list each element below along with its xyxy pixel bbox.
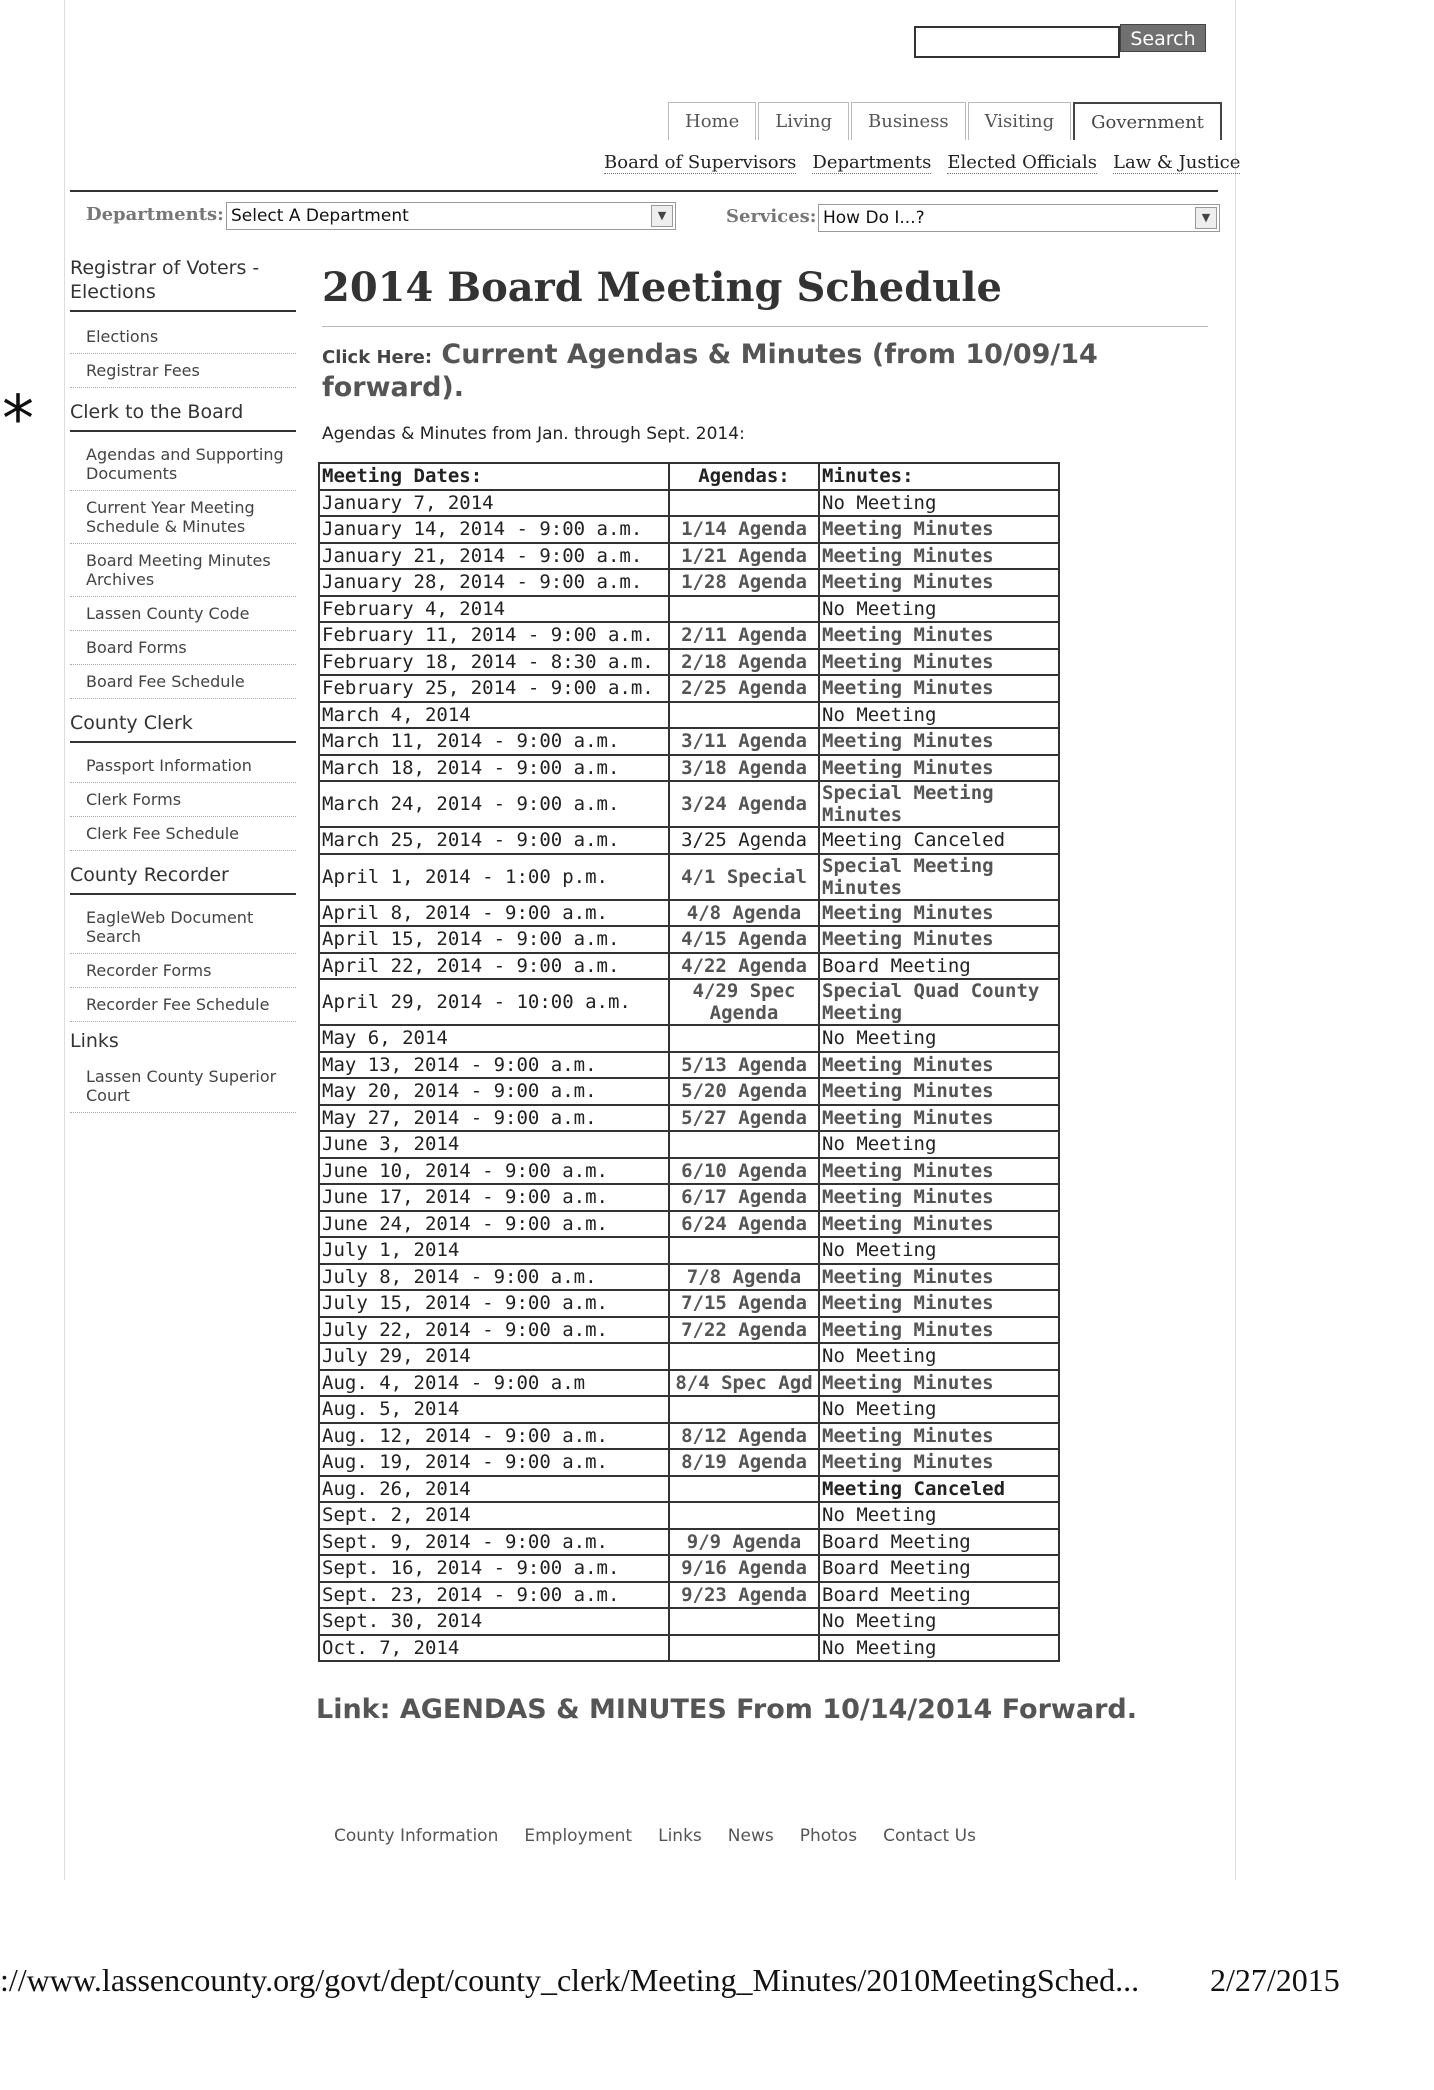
meeting-date-cell: July 8, 2014 - 9:00 a.m. (319, 1264, 669, 1291)
departments-select-value: Select A Department (231, 206, 409, 226)
header-minutes: Minutes: (819, 463, 1059, 490)
meeting-date-cell: May 6, 2014 (319, 1025, 669, 1052)
table-row (319, 728, 1059, 755)
minutes-link[interactable]: Meeting Minutes (819, 1423, 1059, 1450)
sidebar-item-eagleweb[interactable]: EagleWeb Document Search (70, 901, 296, 954)
agenda-link[interactable]: 9/23 Agenda (669, 1582, 819, 1609)
sidebar-item-county-code[interactable]: Lassen County Code (70, 597, 296, 631)
meeting-date-cell: Sept. 9, 2014 - 9:00 a.m. (319, 1529, 669, 1556)
meeting-date-cell: April 1, 2014 - 1:00 p.m. (319, 854, 669, 900)
minutes-link: No Meeting (819, 702, 1059, 729)
meeting-date-cell: March 18, 2014 - 9:00 a.m. (319, 755, 669, 782)
meeting-date-cell: March 24, 2014 - 9:00 a.m. (319, 781, 669, 827)
title-divider (322, 326, 1208, 327)
sidebar-item-minutes-archives[interactable]: Board Meeting Minutes Archives (70, 544, 296, 597)
minutes-link[interactable]: Meeting Minutes (819, 728, 1059, 755)
table-row (319, 1635, 1059, 1662)
sidebar-item-passport[interactable]: Passport Information (70, 749, 296, 783)
minutes-link[interactable]: Meeting Minutes (819, 516, 1059, 543)
header-meeting-dates: Meeting Dates: (319, 463, 669, 490)
table-row (319, 649, 1059, 676)
agenda-link[interactable]: 1/28 Agenda (669, 569, 819, 596)
table-row (319, 675, 1059, 702)
minutes-link[interactable]: Meeting Minutes (819, 926, 1059, 953)
tab-visiting[interactable]: Visiting (968, 102, 1072, 140)
minutes-link[interactable]: Meeting Minutes (819, 1052, 1059, 1079)
sidebar-item-clerk-forms[interactable]: Clerk Forms (70, 783, 296, 817)
minutes-link[interactable]: Meeting Minutes (819, 1078, 1059, 1105)
meeting-date-cell: Aug. 19, 2014 - 9:00 a.m. (319, 1449, 669, 1476)
schedule-rows (319, 490, 1059, 1662)
table-row (319, 702, 1059, 729)
sidebar-head-registrar[interactable]: Registrar of Voters - Elections (70, 250, 296, 312)
search-button[interactable]: Search (1120, 24, 1206, 52)
table-row (319, 1052, 1059, 1079)
minutes-link[interactable]: Special Meeting Minutes (819, 781, 1059, 827)
table-row (319, 1529, 1059, 1556)
agenda-link[interactable]: 9/16 Agenda (669, 1555, 819, 1582)
tab-home[interactable]: Home (668, 102, 756, 140)
tab-business[interactable]: Business (851, 102, 966, 140)
meeting-date-cell: February 4, 2014 (319, 596, 669, 623)
table-row (319, 569, 1059, 596)
header-divider (70, 190, 1218, 192)
table-row (319, 1476, 1059, 1503)
sidebar-item-current-schedule[interactable]: Current Year Meeting Schedule & Minutes (70, 491, 296, 544)
meeting-date-cell: Sept. 23, 2014 - 9:00 a.m. (319, 1582, 669, 1609)
sidebar-item-superior-court[interactable]: Lassen County Superior Court (70, 1060, 296, 1113)
table-row (319, 490, 1059, 517)
footer-photos[interactable]: Photos (799, 1826, 858, 1846)
table-row (319, 1237, 1059, 1264)
table-row (319, 622, 1059, 649)
minutes-link[interactable]: Meeting Minutes (819, 569, 1059, 596)
meeting-date-cell: February 25, 2014 - 9:00 a.m. (319, 675, 669, 702)
subnav-law-justice[interactable]: Law & Justice (1113, 152, 1241, 173)
table-row (319, 854, 1059, 900)
agenda-link[interactable]: 7/22 Agenda (669, 1317, 819, 1344)
agenda-link[interactable]: 7/8 Agenda (669, 1264, 819, 1291)
agenda-link (669, 596, 819, 623)
meeting-date-cell: Sept. 16, 2014 - 9:00 a.m. (319, 1555, 669, 1582)
departments-label: Departments: (86, 204, 224, 225)
minutes-link: Board Meeting (819, 953, 1059, 980)
agenda-link[interactable]: 4/29 Spec Agenda (669, 979, 819, 1025)
click-here-label: Click Here: (322, 347, 433, 368)
minutes-link: Board Meeting (819, 1529, 1059, 1556)
table-row (319, 1290, 1059, 1317)
table-row (319, 900, 1059, 927)
meeting-date-cell: January 28, 2014 - 9:00 a.m. (319, 569, 669, 596)
table-row (319, 1396, 1059, 1423)
agenda-link[interactable]: 8/4 Spec Agd (669, 1370, 819, 1397)
meeting-date-cell: January 14, 2014 - 9:00 a.m. (319, 516, 669, 543)
sidebar-item-board-fee-schedule[interactable]: Board Fee Schedule (70, 665, 296, 699)
minutes-link[interactable]: Meeting Minutes (819, 649, 1059, 676)
table-row (319, 1555, 1059, 1582)
agenda-link[interactable]: 4/8 Agenda (669, 900, 819, 927)
agenda-link[interactable]: 6/10 Agenda (669, 1158, 819, 1185)
minutes-link[interactable]: Special Quad County Meeting (819, 979, 1059, 1025)
agenda-link[interactable]: 9/9 Agenda (669, 1529, 819, 1556)
minutes-link[interactable]: Meeting Minutes (819, 1290, 1059, 1317)
table-row (319, 755, 1059, 782)
sidebar-head-recorder[interactable]: County Recorder (70, 857, 296, 895)
table-row (319, 1343, 1059, 1370)
meeting-date-cell: June 10, 2014 - 9:00 a.m. (319, 1158, 669, 1185)
agenda-link[interactable]: 3/24 Agenda (669, 781, 819, 827)
table-row (319, 1502, 1059, 1529)
meeting-date-cell: Aug. 12, 2014 - 9:00 a.m. (319, 1423, 669, 1450)
sidebar-item-agendas[interactable]: Agendas and Supporting Documents (70, 438, 296, 491)
search-input[interactable] (914, 26, 1120, 58)
current-agendas-link-block (322, 340, 1182, 403)
sidebar-item-board-forms[interactable]: Board Forms (70, 631, 296, 665)
footer-county-information[interactable]: County Information (334, 1826, 499, 1846)
services-select[interactable] (818, 204, 1220, 232)
table-row (319, 827, 1059, 854)
meeting-date-cell: July 22, 2014 - 9:00 a.m. (319, 1317, 669, 1344)
sidebar-item-elections[interactable]: Elections (70, 320, 296, 354)
minutes-link: No Meeting (819, 1131, 1059, 1158)
agenda-link[interactable]: 1/14 Agenda (669, 516, 819, 543)
meeting-date-cell: July 1, 2014 (319, 1237, 669, 1264)
agenda-link[interactable]: 3/11 Agenda (669, 728, 819, 755)
page-title: 2014 Board Meeting Schedule (322, 264, 1002, 311)
agenda-link[interactable]: 1/21 Agenda (669, 543, 819, 570)
minutes-link[interactable]: Meeting Minutes (819, 1264, 1059, 1291)
meeting-date-cell: April 29, 2014 - 10:00 a.m. (319, 979, 669, 1025)
minutes-link: No Meeting (819, 1396, 1059, 1423)
agenda-link (669, 1635, 819, 1662)
meeting-date-cell: Aug. 4, 2014 - 9:00 a.m (319, 1370, 669, 1397)
table-row (319, 1449, 1059, 1476)
agenda-link[interactable]: 6/17 Agenda (669, 1184, 819, 1211)
minutes-link: No Meeting (819, 1025, 1059, 1052)
table-row (319, 1158, 1059, 1185)
meeting-schedule-table (318, 462, 1060, 1662)
meeting-date-cell: July 15, 2014 - 9:00 a.m. (319, 1290, 669, 1317)
table-row (319, 1131, 1059, 1158)
minutes-link: Meeting Canceled (819, 827, 1059, 854)
agenda-link[interactable]: 5/27 Agenda (669, 1105, 819, 1132)
meeting-date-cell: Aug. 5, 2014 (319, 1396, 669, 1423)
minutes-link[interactable]: Meeting Minutes (819, 1317, 1059, 1344)
table-row (319, 596, 1059, 623)
meeting-date-cell: June 17, 2014 - 9:00 a.m. (319, 1184, 669, 1211)
page-border-right (1235, 0, 1236, 1880)
agenda-link[interactable]: 5/20 Agenda (669, 1078, 819, 1105)
agenda-link (669, 1237, 819, 1264)
minutes-link[interactable]: Meeting Minutes (819, 1105, 1059, 1132)
table-row (319, 1608, 1059, 1635)
minutes-link[interactable]: Meeting Minutes (819, 755, 1059, 782)
minutes-link[interactable]: Meeting Minutes (819, 900, 1059, 927)
agenda-link[interactable]: 5/13 Agenda (669, 1052, 819, 1079)
page-border-left (64, 0, 65, 1880)
table-row (319, 1184, 1059, 1211)
services-label: Services: (726, 206, 817, 227)
footer-contact-us[interactable]: Contact Us (883, 1826, 976, 1846)
subnav-board-of-supervisors[interactable]: Board of Supervisors (604, 152, 797, 173)
meeting-date-cell: May 27, 2014 - 9:00 a.m. (319, 1105, 669, 1132)
sub-navigation (604, 152, 1240, 174)
minutes-link[interactable]: Meeting Minutes (819, 1184, 1059, 1211)
agenda-link[interactable]: 4/15 Agenda (669, 926, 819, 953)
table-intro: Agendas & Minutes from Jan. through Sept. 2014: (322, 424, 745, 444)
minutes-link[interactable]: Meeting Minutes (819, 675, 1059, 702)
departments-select[interactable] (226, 202, 676, 230)
meeting-date-cell: May 20, 2014 - 9:00 a.m. (319, 1078, 669, 1105)
subnav-departments[interactable]: Departments (812, 152, 932, 173)
agenda-link (669, 1131, 819, 1158)
tab-government[interactable]: Government (1073, 102, 1222, 140)
meeting-date-cell: March 11, 2014 - 9:00 a.m. (319, 728, 669, 755)
table-row (319, 1025, 1059, 1052)
chevron-down-icon[interactable]: ▼ (1195, 207, 1217, 229)
agenda-link[interactable]: 2/18 Agenda (669, 649, 819, 676)
agenda-link[interactable]: 2/25 Agenda (669, 675, 819, 702)
agenda-link[interactable]: 4/1 Special (669, 854, 819, 900)
agenda-link (669, 490, 819, 517)
sidebar-head-clerk-board[interactable]: Clerk to the Board (70, 394, 296, 432)
header-agendas: Agendas: (669, 463, 819, 490)
agenda-link[interactable]: 8/19 Agenda (669, 1449, 819, 1476)
minutes-link: Meeting Canceled (819, 1476, 1059, 1503)
meeting-date-cell: February 18, 2014 - 8:30 a.m. (319, 649, 669, 676)
agenda-link[interactable]: 7/15 Agenda (669, 1290, 819, 1317)
sidebar-item-recorder-fee-schedule[interactable]: Recorder Fee Schedule (70, 988, 296, 1022)
table-row (319, 781, 1059, 827)
minutes-link[interactable]: Meeting Minutes (819, 1158, 1059, 1185)
meeting-date-cell: February 11, 2014 - 9:00 a.m. (319, 622, 669, 649)
table-row (319, 1264, 1059, 1291)
sidebar (70, 250, 296, 1113)
minutes-link[interactable]: Meeting Minutes (819, 622, 1059, 649)
table-row (319, 1078, 1059, 1105)
chevron-down-icon[interactable]: ▼ (651, 205, 673, 227)
table-row (319, 1211, 1059, 1238)
meeting-date-cell: May 13, 2014 - 9:00 a.m. (319, 1052, 669, 1079)
table-row (319, 1423, 1059, 1450)
meeting-date-cell: Sept. 30, 2014 (319, 1608, 669, 1635)
minutes-link: No Meeting (819, 596, 1059, 623)
meeting-date-cell: Sept. 2, 2014 (319, 1502, 669, 1529)
agenda-link (669, 1476, 819, 1503)
minutes-link[interactable]: Meeting Minutes (819, 1370, 1059, 1397)
services-select-value: How Do I...? (823, 208, 925, 228)
minutes-link: No Meeting (819, 1237, 1059, 1264)
agenda-link (669, 1343, 819, 1370)
sidebar-head-links: Links (70, 1030, 119, 1052)
print-date: 2/27/2015 (1210, 1962, 1340, 1998)
minutes-link: No Meeting (819, 1635, 1059, 1662)
meeting-date-cell: March 4, 2014 (319, 702, 669, 729)
agenda-link (669, 1396, 819, 1423)
agenda-link[interactable]: 4/22 Agenda (669, 953, 819, 980)
handwritten-asterisk: * (2, 383, 34, 457)
footer-nav (334, 1826, 976, 1846)
minutes-link[interactable]: Meeting Minutes (819, 1211, 1059, 1238)
sidebar-item-registrar-fees[interactable]: Registrar Fees (70, 354, 296, 388)
agenda-link[interactable]: 2/11 Agenda (669, 622, 819, 649)
print-url: ://www.lassencounty.org/govt/dept/county_clerk/Meeting_Minutes/2010MeetingSched... (0, 1962, 1140, 1998)
table-row (319, 953, 1059, 980)
meeting-date-cell: Oct. 7, 2014 (319, 1635, 669, 1662)
minutes-link: No Meeting (819, 1608, 1059, 1635)
table-header-row (319, 463, 1059, 490)
agenda-link (669, 1025, 819, 1052)
agenda-link[interactable]: 6/24 Agenda (669, 1211, 819, 1238)
meeting-date-cell: January 7, 2014 (319, 490, 669, 517)
future-agendas-link[interactable]: Link: AGENDAS & MINUTES From 10/14/2014 Forward. (316, 1694, 1137, 1725)
meeting-date-cell: June 24, 2014 - 9:00 a.m. (319, 1211, 669, 1238)
print-footer (0, 1962, 1434, 1999)
meeting-date-cell: January 21, 2014 - 9:00 a.m. (319, 543, 669, 570)
sidebar-head-county-clerk[interactable]: County Clerk (70, 705, 296, 743)
meeting-date-cell: Aug. 26, 2014 (319, 1476, 669, 1503)
table-row (319, 516, 1059, 543)
meeting-date-cell: March 25, 2014 - 9:00 a.m. (319, 827, 669, 854)
minutes-link: No Meeting (819, 490, 1059, 517)
agenda-link[interactable]: 3/18 Agenda (669, 755, 819, 782)
sidebar-item-recorder-forms[interactable]: Recorder Forms (70, 954, 296, 988)
main-nav-tabs (668, 102, 1224, 140)
minutes-link[interactable]: Meeting Minutes (819, 1449, 1059, 1476)
table-row (319, 979, 1059, 1025)
minutes-link: No Meeting (819, 1502, 1059, 1529)
agenda-link (669, 1608, 819, 1635)
current-agendas-link[interactable]: Current Agendas & Minutes (from 10/09/14 forward). (322, 339, 1098, 403)
table-row (319, 1317, 1059, 1344)
table-row (319, 926, 1059, 953)
footer-links[interactable]: Links (658, 1826, 702, 1846)
minutes-link: Board Meeting (819, 1582, 1059, 1609)
footer-employment[interactable]: Employment (524, 1826, 633, 1846)
tab-living[interactable]: Living (758, 102, 849, 140)
agenda-link (669, 702, 819, 729)
table-row (319, 1582, 1059, 1609)
agenda-link[interactable]: 3/25 Agenda (669, 827, 819, 854)
minutes-link: No Meeting (819, 1343, 1059, 1370)
meeting-date-cell: July 29, 2014 (319, 1343, 669, 1370)
agenda-link (669, 1502, 819, 1529)
sidebar-item-clerk-fee-schedule[interactable]: Clerk Fee Schedule (70, 817, 296, 851)
meeting-date-cell: April 15, 2014 - 9:00 a.m. (319, 926, 669, 953)
footer-news[interactable]: News (727, 1826, 774, 1846)
agenda-link[interactable]: 8/12 Agenda (669, 1423, 819, 1450)
table-row (319, 543, 1059, 570)
subnav-elected-officials[interactable]: Elected Officials (947, 152, 1098, 173)
minutes-link[interactable]: Special Meeting Minutes (819, 854, 1059, 900)
meeting-date-cell: June 3, 2014 (319, 1131, 669, 1158)
meeting-date-cell: April 22, 2014 - 9:00 a.m. (319, 953, 669, 980)
minutes-link: Board Meeting (819, 1555, 1059, 1582)
table-row (319, 1105, 1059, 1132)
meeting-date-cell: April 8, 2014 - 9:00 a.m. (319, 900, 669, 927)
table-row (319, 1370, 1059, 1397)
minutes-link[interactable]: Meeting Minutes (819, 543, 1059, 570)
